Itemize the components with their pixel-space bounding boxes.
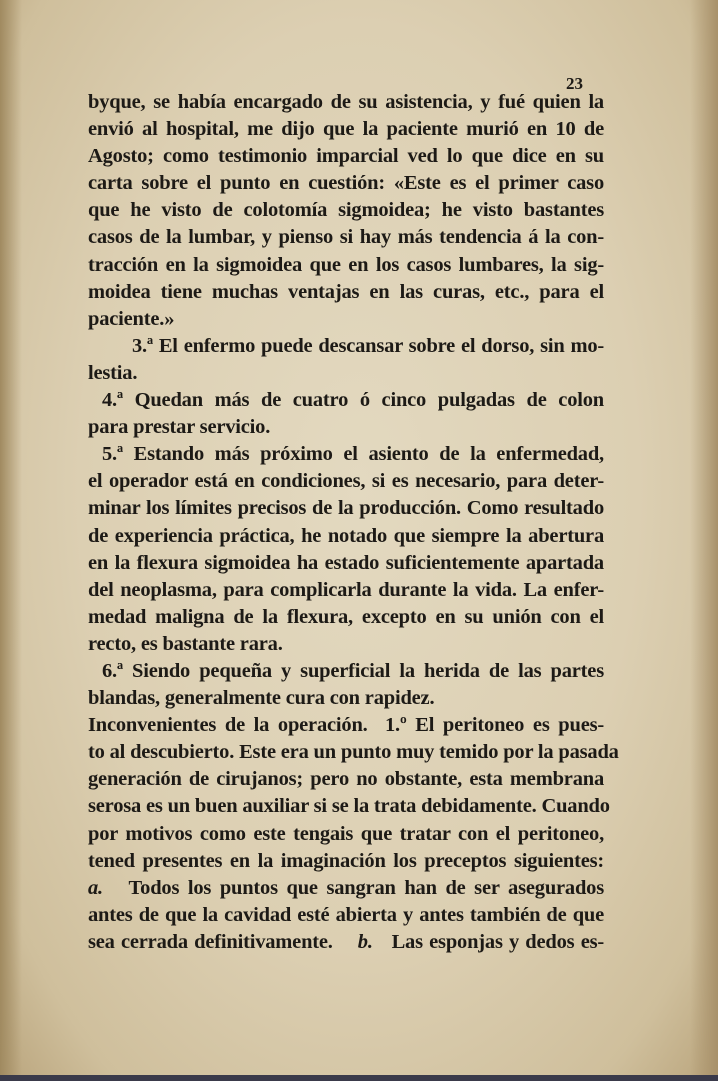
- text-line: en la flexura sigmoidea ha estado suficientemente apartada: [88, 551, 604, 574]
- text-line: de experiencia práctica, he notado que siempre la abertura: [88, 524, 604, 547]
- list-item-6: 6.ª Siendo pequeña y superficial la herida de las partes: [102, 659, 604, 682]
- text-line: casos de la lumbar, y pienso si hay más tendencia á la con-: [88, 226, 604, 249]
- text-line: carta sobre el punto en cuestión: «Este es el primer caso: [88, 172, 604, 195]
- text-line: to al descubierto. Este era un punto muy temido por la pasada: [88, 741, 619, 764]
- text-line: blandas, generalmente cura con rapidez.: [88, 687, 435, 710]
- text-line: tracción en la sigmoidea que en los casos lumbares, la sig-: [88, 253, 604, 276]
- item-marker-a: a.: [88, 876, 103, 899]
- list-item-4: 4.ª Quedan más de cuatro ó cinco pulgadas de colon: [102, 389, 604, 412]
- text-line: tened presentes en la imaginación los preceptos siguientes:: [88, 849, 604, 872]
- text-line-b: [88, 929, 604, 956]
- item-marker-b: b.: [357, 930, 373, 953]
- body-text: [88, 89, 619, 956]
- text-fragment: Las esponjas y dedos es-: [391, 930, 605, 953]
- page-number: 23: [566, 74, 583, 93]
- section-heading: Inconvenientes de la operación.: [88, 714, 368, 737]
- text-line: generación de cirujanos; pero no obstante, esta membrana: [88, 768, 604, 791]
- page-left-edge-shadow: [0, 0, 22, 1081]
- text-line-a: [88, 875, 604, 902]
- text-line: del neoplasma, para complicarla durante la vida. La enfer-: [88, 578, 604, 601]
- text-line: el operador está en condiciones, si es necesario, para deter-: [88, 470, 604, 493]
- list-item-3: 3.ª El enfermo puede descansar sobre el dorso, sin mo-: [132, 334, 604, 357]
- text-line: minar los límites precisos de la producción. Como resultado: [88, 497, 604, 520]
- text-line: antes de que la cavidad esté abierta y antes también de que: [88, 903, 604, 926]
- text-fragment: 1.º El peritoneo es pues-: [385, 714, 604, 737]
- section-heading-line: [88, 712, 604, 739]
- text-fragment: sea cerrada definitivamente.: [88, 930, 333, 953]
- text-line: envió al hospital, me dijo que la paciente murió en 10 de: [88, 118, 604, 141]
- text-line: por motivos como este tengais que tratar con el peritoneo,: [88, 822, 604, 845]
- list-item-5: 5.ª Estando más próximo el asiento de la enfermedad,: [102, 443, 604, 466]
- text-line: recto, es bastante rara.: [88, 632, 283, 655]
- text-line: que he visto de colotomía sigmoidea; he visto bastantes: [88, 199, 604, 222]
- text-line: lestia.: [88, 361, 138, 384]
- text-line: paciente.»: [88, 307, 175, 330]
- text-line: medad maligna de la flexura, excepto en su unión con el: [88, 605, 604, 628]
- text-line: para prestar servicio.: [88, 416, 271, 439]
- text-line: moidea tiene muchas ventajas en las curas, etc., para el: [88, 280, 604, 303]
- page-bottom-edge: [0, 1075, 718, 1081]
- text-line: serosa es un buen auxiliar si se la trata debidamente. Cuando: [88, 795, 610, 818]
- text-line: Agosto; como testimonio imparcial ved lo que dice en su: [88, 145, 604, 168]
- page-right-edge-shadow: [690, 0, 718, 1081]
- text-fragment: Todos los puntos que sangran han de ser asegurados: [128, 876, 604, 899]
- text-line: byque, se había encargado de su asistencia, y fué quien la: [88, 91, 604, 113]
